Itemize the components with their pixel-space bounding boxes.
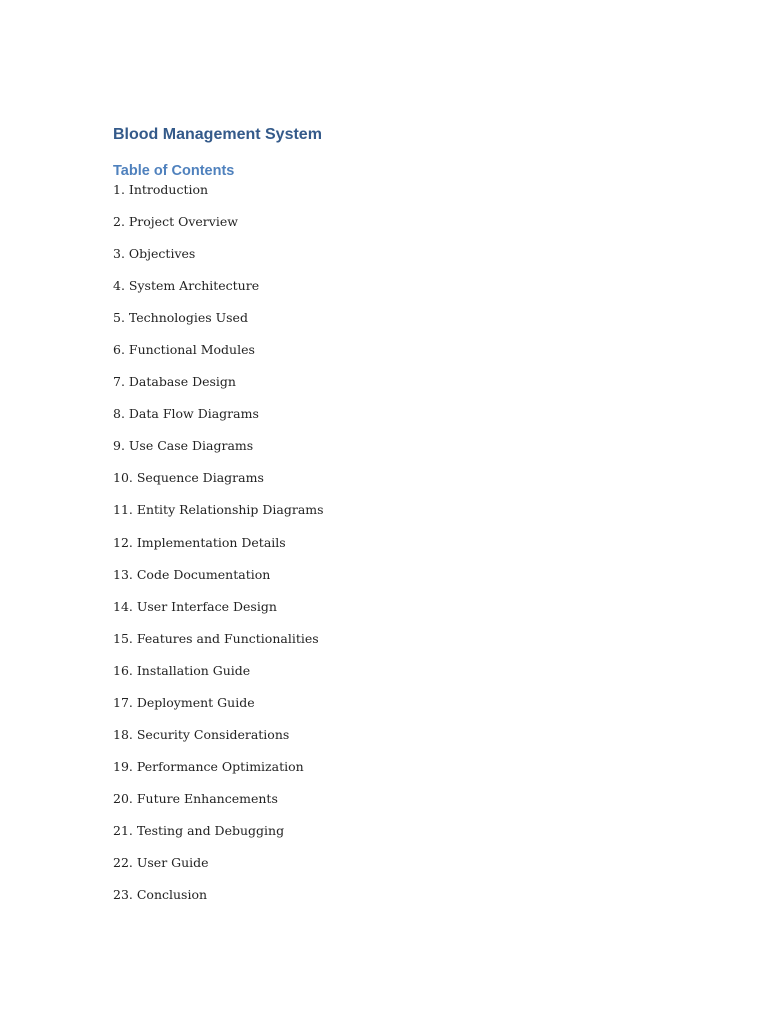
toc-item: 6. Functional Modules xyxy=(113,342,255,358)
toc-item: 23. Conclusion xyxy=(113,887,208,903)
toc-item: 19. Performance Optimization xyxy=(113,758,304,774)
document-content xyxy=(113,124,673,918)
document-title: Blood Management System xyxy=(113,126,322,143)
toc-item: 18. Security Considerations xyxy=(113,726,290,742)
toc-item: 9. Use Case Diagrams xyxy=(113,438,254,454)
toc-item: 16. Installation Guide xyxy=(113,662,251,678)
toc-item: 8. Data Flow Diagrams xyxy=(113,406,259,422)
toc-item: 20. Future Enhancements xyxy=(113,790,278,806)
toc-item: 15. Features and Functionalities xyxy=(113,630,319,646)
toc-item: 7. Database Design xyxy=(113,374,236,390)
toc-item: 2. Project Overview xyxy=(113,214,238,230)
toc-item: 5. Technologies Used xyxy=(113,310,248,326)
toc-item: 14. User Interface Design xyxy=(113,598,277,614)
table-of-contents-heading: Table of Contents xyxy=(113,163,235,179)
toc-item: 1. Introduction xyxy=(113,182,209,197)
toc-item: 3. Objectives xyxy=(113,246,196,262)
toc-item: 22. User Guide xyxy=(113,854,209,870)
toc-item: 10. Sequence Diagrams xyxy=(113,470,264,486)
toc-item: 13. Code Documentation xyxy=(113,566,271,582)
toc-item: 12. Implementation Details xyxy=(113,534,286,550)
toc-item: 21. Testing and Debugging xyxy=(113,822,285,838)
table-of-contents-list xyxy=(113,181,673,918)
toc-item: 11. Entity Relationship Diagrams xyxy=(113,502,324,518)
toc-item: 4. System Architecture xyxy=(113,278,260,294)
toc-item: 17. Deployment Guide xyxy=(113,694,255,710)
